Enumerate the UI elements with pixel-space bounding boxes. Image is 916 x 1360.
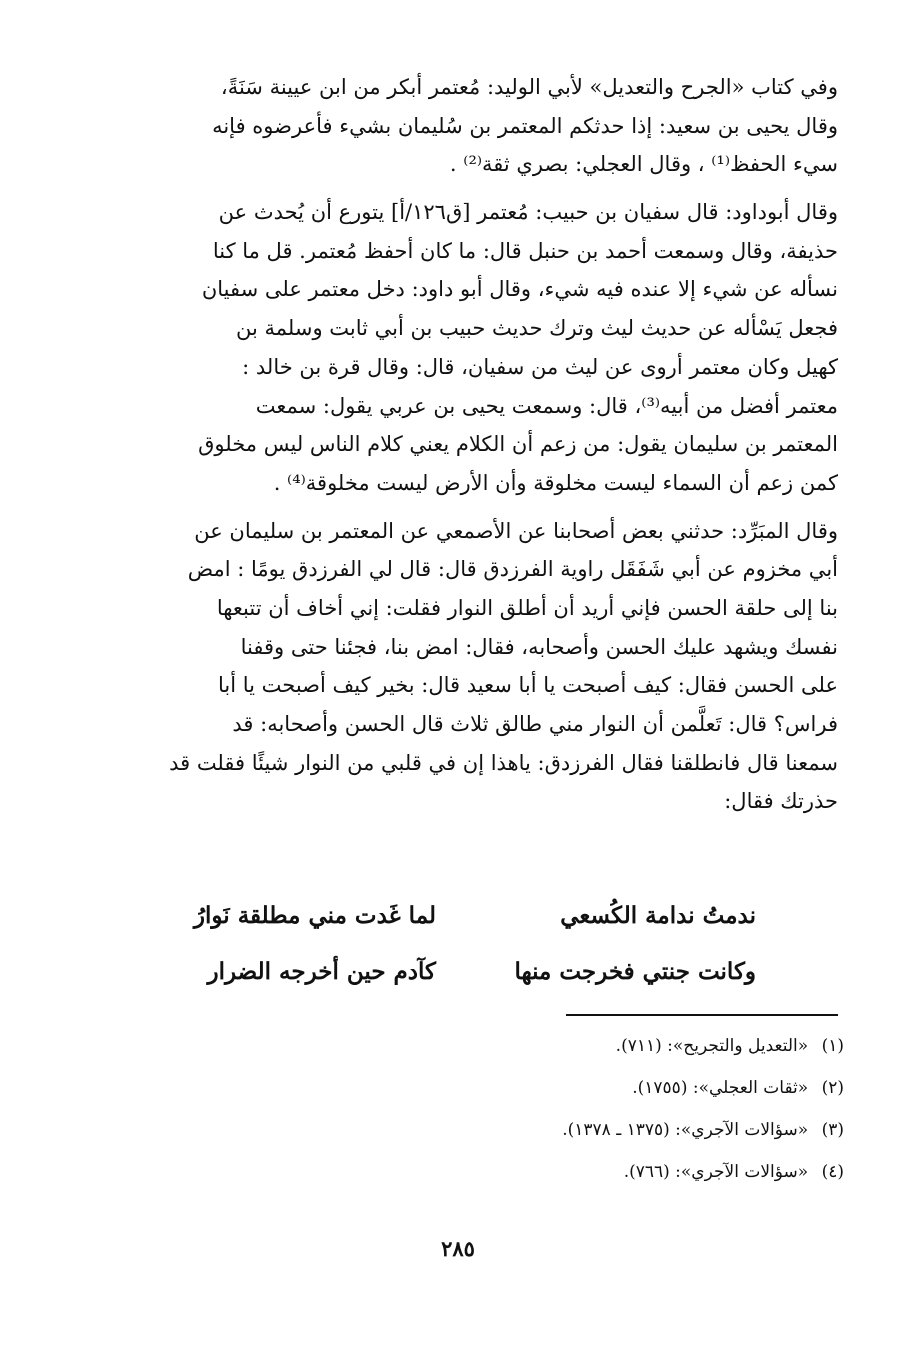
- text-line: المعتمر بن سليمان يقول: من زعم أن الكلام يعني كلام الناس ليس مخلوق: [198, 432, 838, 457]
- footnote-number: (٣): [821, 1120, 844, 1140]
- verse-2-first-hemistich: وكانت جنتي فخرجت منها: [514, 958, 756, 985]
- footnote-separator: [566, 1014, 838, 1016]
- footnote-text: «التعديل والتجريح»: (٧١١).: [615, 1036, 809, 1056]
- paragraph-2: [130, 193, 838, 503]
- footnote-text: «سؤالات الآجري»: (١٣٧٥ ـ ١٣٧٨).: [562, 1120, 809, 1140]
- page-number: ٢٨٥: [441, 1236, 475, 1261]
- text-line: أبي مخزوم عن أبي شَفَقَل راوية الفرزدق قال: قال لي الفرزدق يومًا : امض: [187, 557, 838, 582]
- text-line: كهيل وكان معتمر أروى عن ليث من سفيان، قال: وقال قرة بن خالد :: [242, 354, 838, 379]
- paragraph-3: [130, 512, 838, 822]
- paragraph-1: [130, 68, 838, 184]
- text-line: وفي كتاب «الجرح والتعديل» لأبي الوليد: مُعتمر أبكر من ابن عيينة سَنَةً،: [220, 75, 838, 99]
- text-line: على الحسن فقال: كيف أصبحت يا أبا سعيد قال: بخير كيف أصبحت يا أبا: [218, 673, 838, 698]
- text-line: حذيفة، وقال وسمعت أحمد بن حنبل قال: ما كان أحفظ مُعتمر. قل ما كنا: [212, 238, 838, 263]
- footnote-number: (١): [821, 1036, 844, 1056]
- text-line: سيء الحفظ⁽¹⁾ ، وقال العجلي: بصري ثقة⁽²⁾ .: [449, 152, 838, 177]
- footnote-3: [562, 1120, 844, 1140]
- text-line: وقال يحيى بن سعيد: إذا حدثكم المعتمر بن سُليمان بشيء فأعرضوه فإنه: [212, 113, 838, 138]
- text-line: فجعل يَسْأله عن حديث ليث وترك حديث حبيب بن أبي ثابت وسلمة بن: [236, 316, 838, 341]
- footnote-text: «ثقات العجلي»: (١٧٥٥).: [632, 1078, 809, 1098]
- text-line: نفسك ويشهد عليك الحسن وأصحابه، فقال: امض بنا، فجئنا حتى وقفنا: [240, 634, 838, 659]
- footnote-text: «سؤالات الآجري»: (٧٦٦).: [623, 1162, 809, 1182]
- main-text: [130, 68, 838, 830]
- text-line: بنا إلى حلقة الحسن فإني أريد أن أطلق النوار فقلت: إني أخاف أن تتبعها: [216, 595, 838, 620]
- text-line: وقال المبَرِّد: حدثني بعض أصحابنا عن الأصمعي عن المعتمر بن سليمان عن: [194, 518, 838, 543]
- text-line: حذرتك فقال:: [724, 789, 838, 814]
- text-line: نسأله عن شيء إلا عنده فيه شيء، وقال أبو داود: دخل معتمر على سفيان: [201, 277, 838, 302]
- text-line: فراس؟ قال: تَعلَّمن أن النوار مني طالق ثلاث قال الحسن وأصحابه: قد: [232, 712, 838, 736]
- footnote-4: [624, 1162, 844, 1182]
- verse-2-second-hemistich: كآدم حين أخرجه الضرار: [207, 958, 436, 985]
- text-line: سمعنا قال فانطلقنا فقال الفرزدق: ياهذا إن في قلبي من النوار شيئًا فقلت قد: [169, 750, 838, 775]
- footnote-1: [616, 1036, 844, 1056]
- footnote-number: (٤): [821, 1162, 844, 1182]
- verse-1-second-hemistich: لما غَدت مني مطلقة نَوارُ: [193, 902, 436, 929]
- verse-1-first-hemistich: ندمتُ ندامة الكُسعي: [560, 902, 756, 929]
- footnote-2: [632, 1078, 844, 1098]
- text-line: معتمر أفضل من أبيه⁽³⁾، قال: وسمعت يحيى بن عربي يقول: سمعت: [255, 393, 838, 418]
- text-line: وقال أبوداود: قال سفيان بن حبيب: مُعتمر [ق١٢٦/أ] يتورع أن يُحدث عن: [218, 200, 838, 225]
- text-line: كمن زعم أن السماء ليست مخلوقة وأن الأرض ليست مخلوقة⁽⁴⁾ .: [273, 470, 838, 495]
- footnote-number: (٢): [821, 1078, 844, 1098]
